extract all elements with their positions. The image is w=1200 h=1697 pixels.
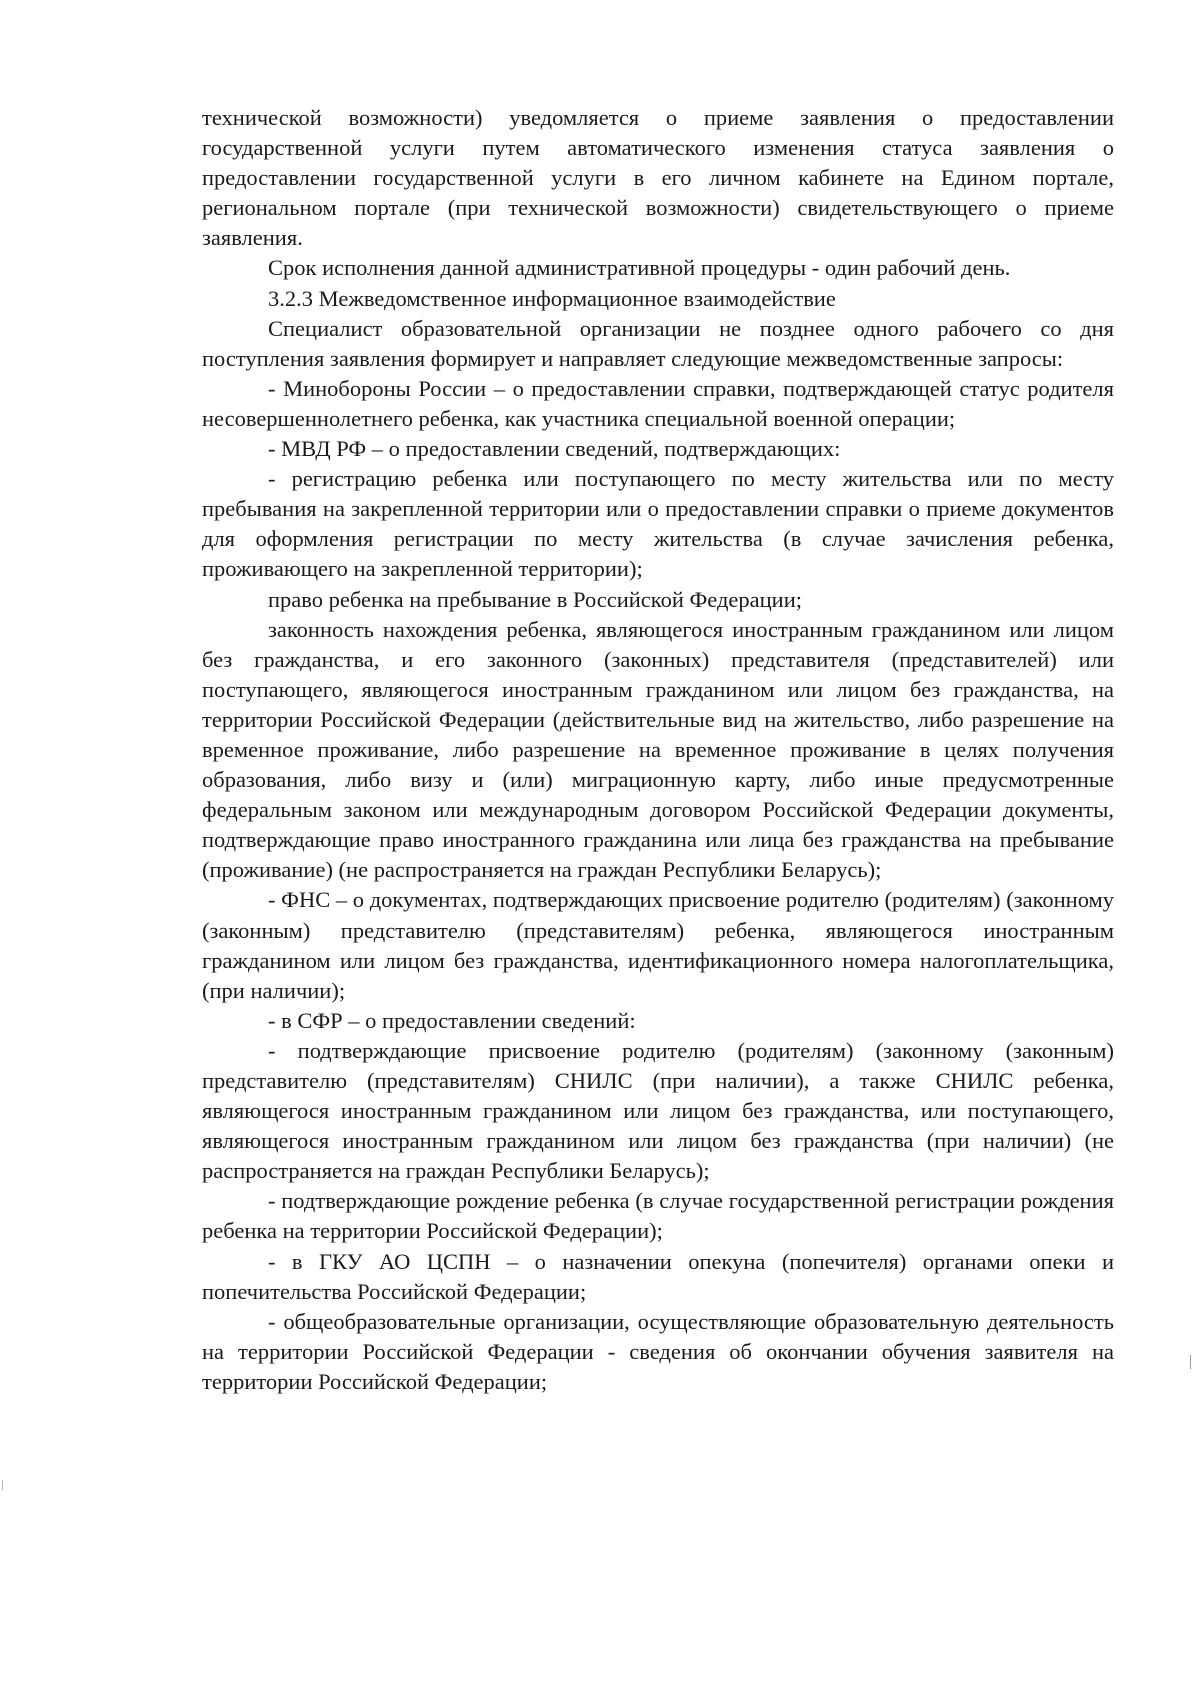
list-item-right-to-stay: право ребенка на пребывание в Российской Федерации; <box>268 586 803 612</box>
scan-artifact-mark-left <box>2 1480 3 1490</box>
list-item-sfr: - в СФР – о предоставлении сведений: <box>268 1007 636 1033</box>
list-item-schools: - общеобразовательные организации, осуществляющие образовательную деятельность на территории Российской Федерации - сведения об окончании обучения заявителя на территории Российской Федерации; <box>202 1308 1114 1394</box>
document-body <box>202 103 1114 1397</box>
list-item-gku-cspn: - в ГКУ АО ЦСПН – о назначении опекуна (попечителя) органами опеки и попечительства Российской Федерации; <box>202 1248 1114 1304</box>
list-item-fns: - ФНС – о документах, подтверждающих присвоение родителю (родителям) (законному (законным) представителю (представителям) ребенка, являющегося иностранным гражданином или лицом без гражданства, идентификационного номера налогоплательщика, (при наличии); <box>202 887 1114 1003</box>
list-item-mvd: - МВД РФ – о предоставлении сведений, подтверждающих: <box>268 436 841 462</box>
scan-artifact-mark <box>1190 1355 1191 1369</box>
paragraph-specialist: Специалист образовательной организации не позднее одного рабочего со дня поступления заявления формирует и направляет следующие межведомственные запросы: <box>202 315 1114 371</box>
list-item-minoborony: - Минобороны России – о предоставлении справки, подтверждающей статус родителя несовершеннолетнего ребенка, как участника специальной военной операции; <box>202 375 1114 431</box>
section-heading-3-2-3: 3.2.3 Межведомственное информационное взаимодействие <box>268 285 836 311</box>
list-item-snils: - подтверждающие присвоение родителю (родителям) (законному (законным) представителю (представителям) СНИЛС (при наличии), а также СНИЛС ребенка, являющегося иностранным гражданином или лицом без гражданства, или поступающего, являющегося иностранным гражданином или лицом без гражданства (при наличии) (не распространяется на граждан Республики Беларусь); <box>202 1037 1114 1184</box>
list-item-registration: - регистрацию ребенка или поступающего по месту жительства или по месту пребывания на закрепленной территории или о предоставлении справки о приеме документов для оформления регистрации по месту жительства (в случае зачисления ребенка, проживающего на закрепленной территории); <box>202 466 1114 582</box>
list-item-legality: законность нахождения ребенка, являющегося иностранным гражданином или лицом без гражданства, и его законного (законных) представителя (представителей) или поступающего, являющегося иностранным гражданином или лицом без гражданства, на территории Российской Федерации (действительные вид на жительство, либо разрешение на временное проживание, либо разрешение на временное проживание в целях получения образования, либо визу и (или) миграционную карту, либо иные предусмотренные федеральным законом или международным договором Российской Федерации документы, подтверждающие право иностранного гражданина или лица без гражданства на пребывание (проживание) (не распространяется на граждан Республики Беларусь); <box>202 616 1114 883</box>
list-item-birth: - подтверждающие рождение ребенка (в случае государственной регистрации рождения ребенка на территории Российской Федерации); <box>202 1188 1114 1244</box>
paragraph-deadline: Срок исполнения данной административной процедуры - один рабочий день. <box>268 255 1011 281</box>
paragraph-continuation: технической возможности) уведомляется о приеме заявления о предоставлении государственной услуги путем автоматического изменения статуса заявления о предоставлении государственной услуги в его личном кабинете на Едином портале, региональном портале (при технической возможности) свидетельствующего о приеме заявления. <box>202 105 1114 251</box>
